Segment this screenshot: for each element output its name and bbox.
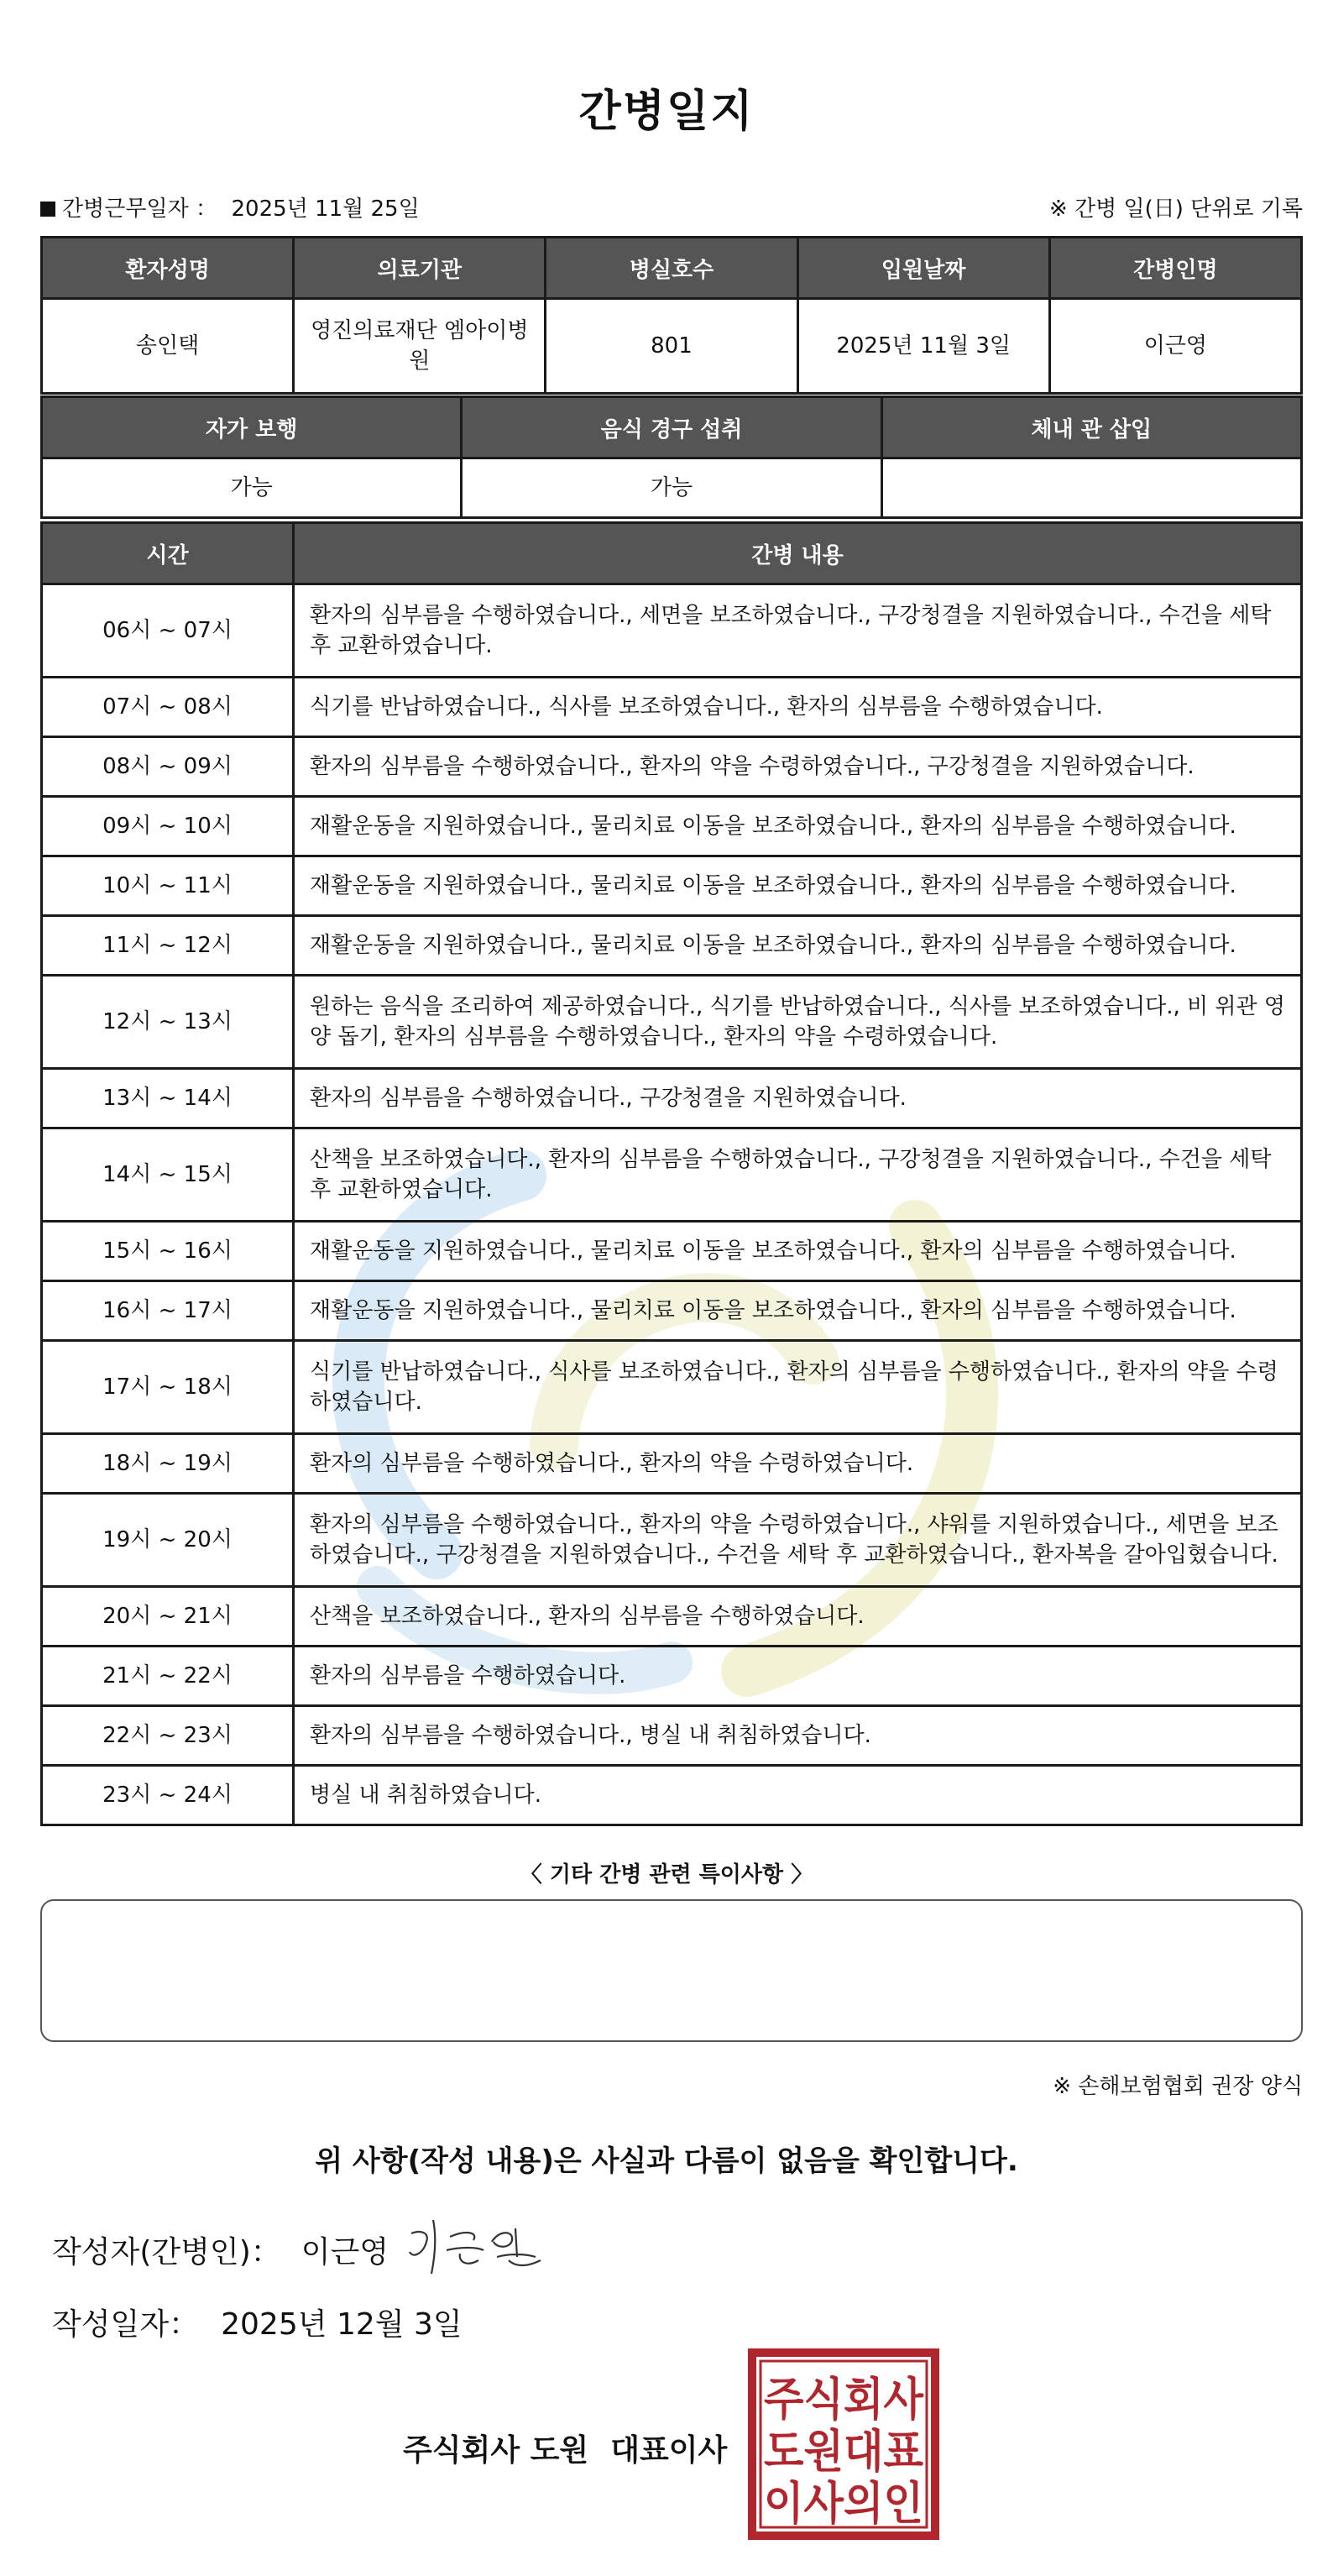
header-hospital: 의료기관 bbox=[294, 238, 546, 299]
table-row bbox=[42, 1766, 1302, 1825]
care-content: 재활운동을 지원하였습니다., 물리치료 이동을 보조하였습니다., 환자의 심부름을 수행하였습니다. bbox=[294, 856, 1302, 916]
table-row bbox=[42, 299, 1302, 394]
representative-title: 대표이사 bbox=[610, 2433, 728, 2468]
time-slot: 16시 ~ 17시 bbox=[42, 1281, 294, 1341]
table-row bbox=[42, 976, 1302, 1069]
writer-name: 이근영 bbox=[301, 2235, 389, 2270]
header-time: 시간 bbox=[42, 523, 294, 584]
seal-line-1: 주식회사 bbox=[764, 2373, 924, 2426]
work-date-value: 2025년 11월 25일 bbox=[231, 196, 420, 222]
care-content: 환자의 심부름을 수행하였습니다. bbox=[294, 1647, 1302, 1706]
table-header-row bbox=[42, 238, 1302, 299]
table-row bbox=[42, 1494, 1302, 1587]
time-slot: 07시 ~ 08시 bbox=[42, 678, 294, 737]
table-row bbox=[42, 1647, 1302, 1706]
patient-name: 송인택 bbox=[42, 299, 294, 394]
care-content: 환자의 심부름을 수행하였습니다., 구강청결을 지원하였습니다. bbox=[294, 1069, 1302, 1128]
care-content: 병실 내 취침하였습니다. bbox=[294, 1766, 1302, 1825]
table-row bbox=[42, 1706, 1302, 1766]
header-tube: 체내 관 삽입 bbox=[881, 397, 1301, 458]
company-line bbox=[403, 2427, 727, 2469]
time-slot: 10시 ~ 11시 bbox=[42, 856, 294, 916]
table-row bbox=[42, 1222, 1302, 1281]
signature-image bbox=[401, 2208, 569, 2280]
header-care-content: 간병 내용 bbox=[294, 523, 1302, 584]
company-seal bbox=[747, 2348, 940, 2541]
document-title: 간병일지 bbox=[578, 86, 755, 137]
company-name: 주식회사 도원 bbox=[403, 2433, 589, 2468]
header-patient-name: 환자성명 bbox=[42, 238, 294, 299]
care-content: 환자의 심부름을 수행하였습니다., 세면을 보조하였습니다., 구강청결을 지원하였습니다., 수건을 세탁 후 교환하였습니다. bbox=[294, 584, 1302, 678]
table-row bbox=[42, 1128, 1302, 1222]
header-caregiver: 간병인명 bbox=[1049, 238, 1301, 299]
time-slot: 14시 ~ 15시 bbox=[42, 1128, 294, 1222]
table-row bbox=[42, 797, 1302, 856]
table-row bbox=[42, 1341, 1302, 1434]
care-content: 재활운동을 지원하였습니다., 물리치료 이동을 보조하였습니다., 환자의 심부름을 수행하였습니다. bbox=[294, 1281, 1302, 1341]
time-slot: 17시 ~ 18시 bbox=[42, 1341, 294, 1434]
table-row bbox=[42, 1069, 1302, 1128]
time-slot: 20시 ~ 21시 bbox=[42, 1587, 294, 1647]
table-row bbox=[42, 458, 1302, 518]
table-row bbox=[42, 1587, 1302, 1647]
notes-box bbox=[40, 1899, 1303, 2042]
table-row bbox=[42, 1281, 1302, 1341]
writer-line bbox=[52, 2228, 389, 2271]
written-date-value: 2025년 12월 3일 bbox=[221, 2307, 463, 2342]
care-content: 산책을 보조하였습니다., 환자의 심부름을 수행하였습니다., 구강청결을 지원하였습니다., 수건을 세탁 후 교환하였습니다. bbox=[294, 1128, 1302, 1222]
time-slot: 06시 ~ 07시 bbox=[42, 584, 294, 678]
caregiver-name: 이근영 bbox=[1049, 299, 1301, 394]
table-row bbox=[42, 856, 1302, 916]
patient-status-table bbox=[40, 395, 1303, 519]
work-date bbox=[40, 191, 420, 223]
care-content: 환자의 심부름을 수행하였습니다., 환자의 약을 수령하였습니다., 샤워를 지원하였습니다., 세면을 보조하였습니다., 구강청결을 지원하였습니다., 수건을 세탁 후 교환하였습니다., 환자복을 갈아입혔습니다. bbox=[294, 1494, 1302, 1587]
header-oral-intake: 음식 경구 섭취 bbox=[462, 397, 881, 458]
table-row bbox=[42, 737, 1302, 797]
care-content: 원하는 음식을 조리하여 제공하였습니다., 식기를 반납하였습니다., 식사를 보조하였습니다., 비 위관 영양 돕기, 환자의 심부름을 수행하였습니다., 환자의 약을 수령하였습니다. bbox=[294, 976, 1302, 1069]
written-date-label: 작성일자： bbox=[52, 2307, 200, 2342]
record-note: ※ 간병 일(日) 단위로 기록 bbox=[1048, 196, 1303, 222]
time-slot: 22시 ~ 23시 bbox=[42, 1706, 294, 1766]
tube-status bbox=[881, 458, 1301, 518]
table-header-row bbox=[42, 397, 1302, 458]
care-content: 재활운동을 지원하였습니다., 물리치료 이동을 보조하였습니다., 환자의 심부름을 수행하였습니다. bbox=[294, 916, 1302, 976]
admission-date: 2025년 11월 3일 bbox=[797, 299, 1049, 394]
table-header-row bbox=[42, 523, 1302, 584]
care-content: 식기를 반납하였습니다., 식사를 보조하였습니다., 환자의 심부름을 수행하였습니다. bbox=[294, 678, 1302, 737]
seal-line-3: 이사의인 bbox=[764, 2477, 923, 2530]
care-content: 환자의 심부름을 수행하였습니다., 환자의 약을 수령하였습니다., 구강청결을 지원하였습니다. bbox=[294, 737, 1302, 797]
time-slot: 11시 ~ 12시 bbox=[42, 916, 294, 976]
time-slot: 15시 ~ 16시 bbox=[42, 1222, 294, 1281]
care-content: 환자의 심부름을 수행하였습니다., 병실 내 취침하였습니다. bbox=[294, 1706, 1302, 1766]
work-date-label: 간병근무일자 ： bbox=[62, 196, 217, 222]
time-slot: 12시 ~ 13시 bbox=[42, 976, 294, 1069]
time-slot: 18시 ~ 19시 bbox=[42, 1434, 294, 1494]
table-row bbox=[42, 916, 1302, 976]
walking-status: 가능 bbox=[42, 458, 462, 518]
written-date-line bbox=[52, 2301, 463, 2343]
care-content: 환자의 심부름을 수행하였습니다., 환자의 약을 수령하였습니다. bbox=[294, 1434, 1302, 1494]
patient-info-table bbox=[40, 236, 1303, 395]
form-note: ※ 손해보험협회 권장 양식 bbox=[1053, 2074, 1303, 2099]
time-slot: 23시 ~ 24시 bbox=[42, 1766, 294, 1825]
hospital-name: 영진의료재단 엠아이병원 bbox=[294, 299, 546, 394]
table-row bbox=[42, 678, 1302, 737]
header-walking: 자가 보행 bbox=[42, 397, 462, 458]
header-room: 병실호수 bbox=[546, 238, 797, 299]
care-log-table bbox=[40, 521, 1303, 1826]
table-row bbox=[42, 1434, 1302, 1494]
care-content: 산책을 보조하였습니다., 환자의 심부름을 수행하였습니다. bbox=[294, 1587, 1302, 1647]
care-content: 재활운동을 지원하였습니다., 물리치료 이동을 보조하였습니다., 환자의 심부름을 수행하였습니다. bbox=[294, 797, 1302, 856]
time-slot: 09시 ~ 10시 bbox=[42, 797, 294, 856]
care-content: 재활운동을 지원하였습니다., 물리치료 이동을 보조하였습니다., 환자의 심부름을 수행하였습니다. bbox=[294, 1222, 1302, 1281]
time-slot: 21시 ~ 22시 bbox=[42, 1647, 294, 1706]
writer-label: 작성자(간병인)： bbox=[52, 2235, 281, 2270]
square-bullet-icon bbox=[40, 202, 55, 217]
time-slot: 13시 ~ 14시 bbox=[42, 1069, 294, 1128]
oral-intake-status: 가능 bbox=[462, 458, 881, 518]
header-admission-date: 입원날짜 bbox=[797, 238, 1049, 299]
table-row bbox=[42, 584, 1302, 678]
notes-title: 〈 기타 간병 관련 특이사항 〉 bbox=[520, 1862, 813, 1887]
time-slot: 08시 ~ 09시 bbox=[42, 737, 294, 797]
time-slot: 19시 ~ 20시 bbox=[42, 1494, 294, 1587]
room-number: 801 bbox=[546, 299, 797, 394]
seal-line-2: 도원대표 bbox=[764, 2425, 923, 2478]
confirmation-statement: 위 사항(작성 내용)은 사실과 다름이 없음을 확인합니다. bbox=[315, 2144, 1018, 2178]
care-content: 식기를 반납하였습니다., 식사를 보조하였습니다., 환자의 심부름을 수행하였습니다., 환자의 약을 수령하였습니다. bbox=[294, 1341, 1302, 1434]
